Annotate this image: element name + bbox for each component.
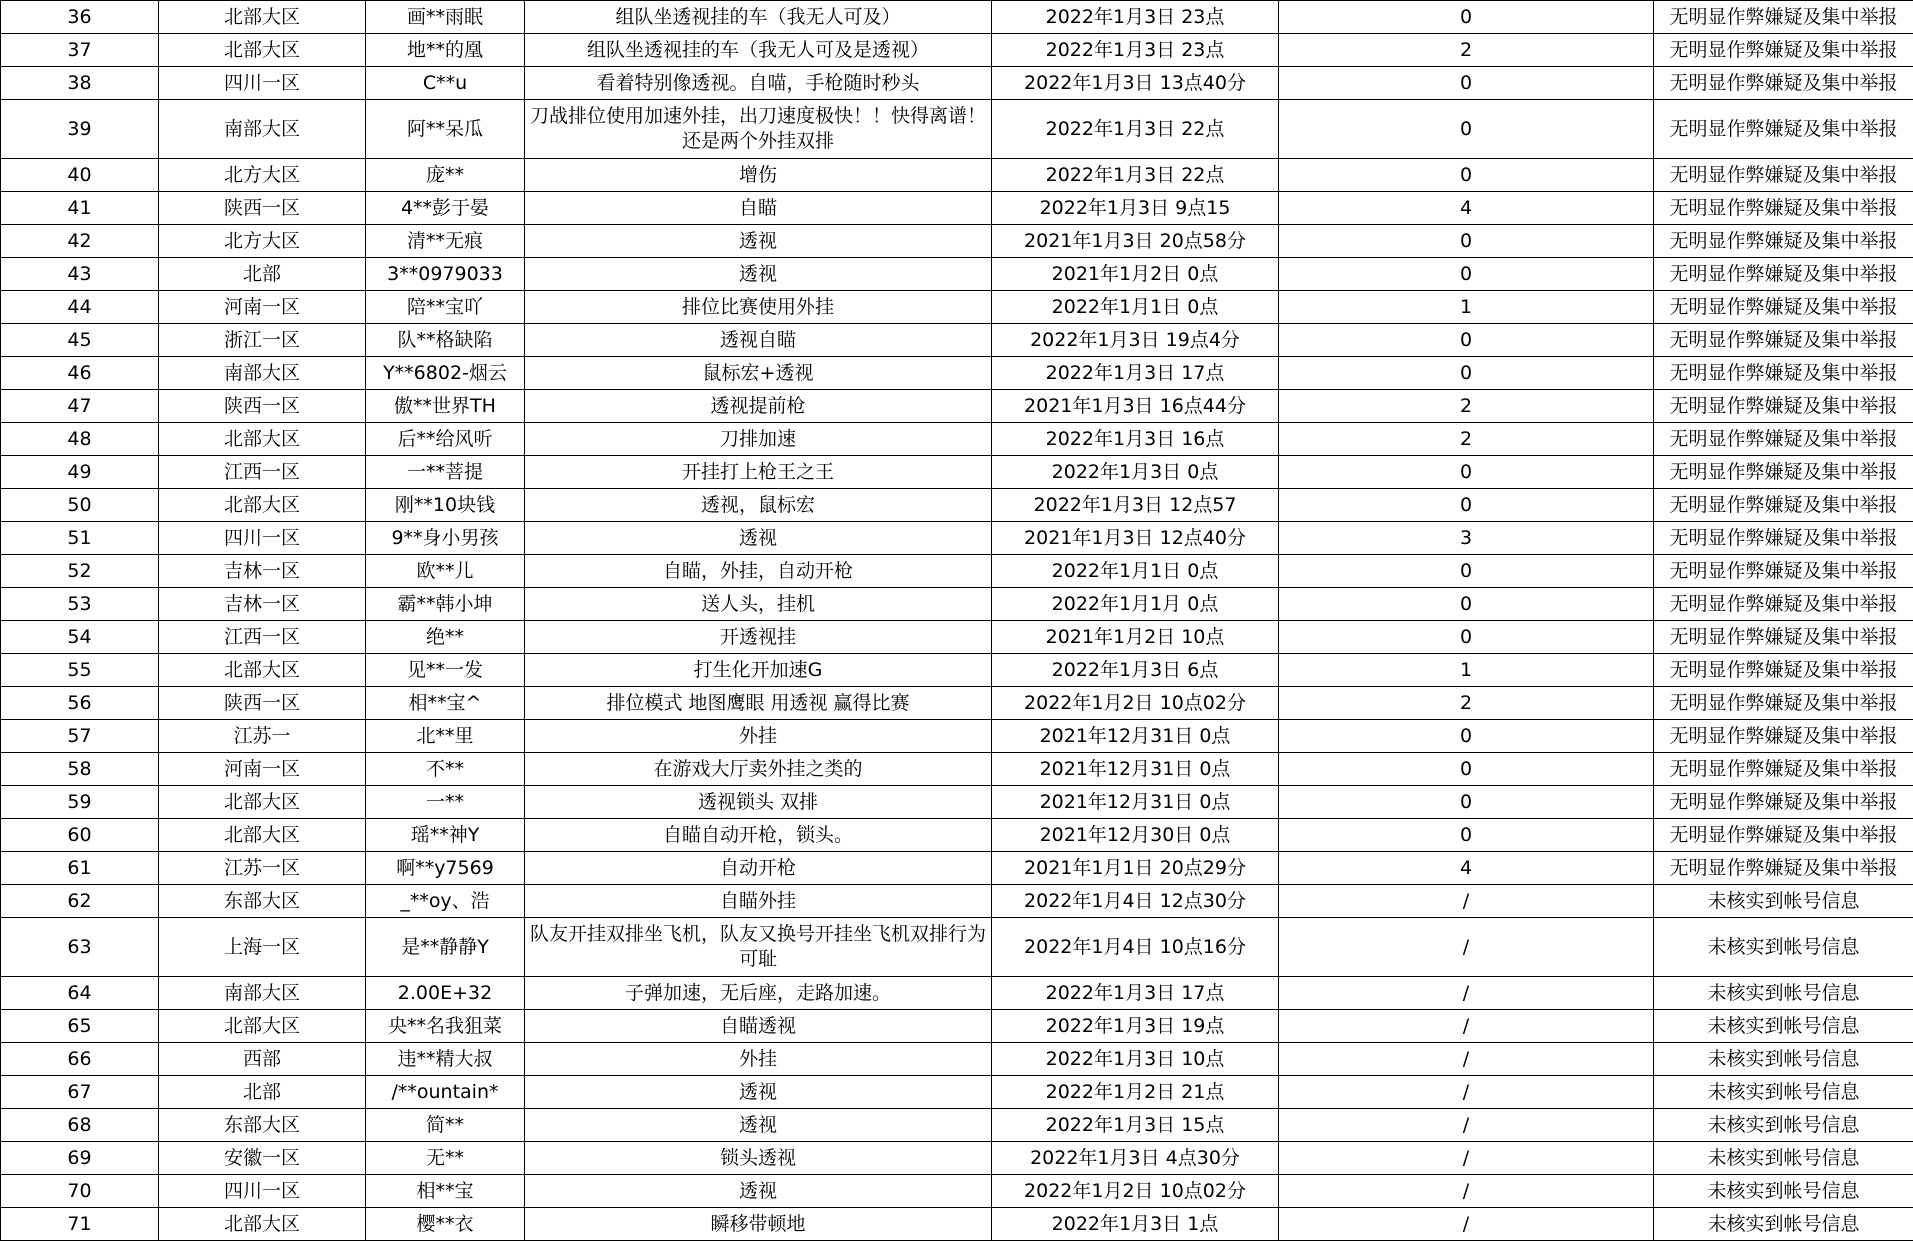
row-number-cell: 65 (1, 1010, 159, 1043)
row-number-cell: 45 (1, 324, 159, 357)
report-count-cell: 0 (1279, 621, 1654, 654)
report-time-cell: 2022年1月3日 22点 (992, 100, 1279, 159)
row-number-cell: 40 (1, 159, 159, 192)
result-cell: 无明显作弊嫌疑及集中举报 (1654, 100, 1913, 159)
report-count-cell: 0 (1279, 100, 1654, 159)
description-cell: 刀排加速 (525, 423, 992, 456)
report-time-cell: 2022年1月3日 15点 (992, 1109, 1279, 1142)
report-time-cell: 2021年1月3日 20点58分 (992, 225, 1279, 258)
row-number-cell: 49 (1, 456, 159, 489)
row-number-cell: 60 (1, 819, 159, 852)
report-time-cell: 2022年1月3日 0点 (992, 456, 1279, 489)
account-cell: 是**静静Y (366, 918, 525, 977)
report-count-cell: 0 (1279, 753, 1654, 786)
account-cell: 一** (366, 786, 525, 819)
report-count-cell: 0 (1279, 1, 1654, 34)
report-count-cell: 4 (1279, 852, 1654, 885)
result-cell: 无明显作弊嫌疑及集中举报 (1654, 159, 1913, 192)
result-cell: 无明显作弊嫌疑及集中举报 (1654, 456, 1913, 489)
region-cell: 北部大区 (159, 1208, 366, 1241)
table-row (1, 1043, 1913, 1076)
table-row (1, 1175, 1913, 1208)
account-cell: 樱**衣 (366, 1208, 525, 1241)
account-cell: 啊**y7569 (366, 852, 525, 885)
report-count-cell: / (1279, 1010, 1654, 1043)
report-count-cell: 0 (1279, 67, 1654, 100)
report-time-cell: 2022年1月3日 19点 (992, 1010, 1279, 1043)
account-cell: 刚**10块钱 (366, 489, 525, 522)
result-cell: 无明显作弊嫌疑及集中举报 (1654, 786, 1913, 819)
report-time-cell: 2021年1月2日 10点 (992, 621, 1279, 654)
report-time-cell: 2022年1月3日 17点 (992, 977, 1279, 1010)
report-time-cell: 2021年1月3日 12点40分 (992, 522, 1279, 555)
row-number-cell: 59 (1, 786, 159, 819)
row-number-cell: 69 (1, 1142, 159, 1175)
result-cell: 未核实到帐号信息 (1654, 1076, 1913, 1109)
report-count-cell: / (1279, 1208, 1654, 1241)
region-cell: 北方大区 (159, 225, 366, 258)
region-cell: 河南一区 (159, 291, 366, 324)
description-cell: 透视，鼠标宏 (525, 489, 992, 522)
table-row (1, 1109, 1913, 1142)
description-cell: 自瞄外挂 (525, 885, 992, 918)
table-row (1, 720, 1913, 753)
report-time-cell: 2022年1月1月 0点 (992, 588, 1279, 621)
row-number-cell: 68 (1, 1109, 159, 1142)
description-cell: 刀战排位使用加速外挂，出刀速度极快！！快得离谱！还是两个外挂双排 (525, 100, 992, 159)
region-cell: 北方大区 (159, 159, 366, 192)
report-count-cell: 2 (1279, 687, 1654, 720)
report-count-cell: 0 (1279, 720, 1654, 753)
account-cell: 清**无痕 (366, 225, 525, 258)
region-cell: 四川一区 (159, 1175, 366, 1208)
row-number-cell: 43 (1, 258, 159, 291)
report-time-cell: 2022年1月3日 17点 (992, 357, 1279, 390)
row-number-cell: 52 (1, 555, 159, 588)
result-cell: 无明显作弊嫌疑及集中举报 (1654, 720, 1913, 753)
region-cell: 陕西一区 (159, 687, 366, 720)
result-cell: 无明显作弊嫌疑及集中举报 (1654, 687, 1913, 720)
description-cell: 透视提前枪 (525, 390, 992, 423)
report-count-cell: / (1279, 1109, 1654, 1142)
account-cell: 相**宝^ (366, 687, 525, 720)
report-count-cell: 0 (1279, 819, 1654, 852)
description-cell: 透视锁头 双排 (525, 786, 992, 819)
report-count-cell: / (1279, 1043, 1654, 1076)
result-cell: 未核实到帐号信息 (1654, 885, 1913, 918)
table-row (1, 423, 1913, 456)
table-row (1, 1208, 1913, 1241)
table-row (1, 522, 1913, 555)
report-time-cell: 2022年1月3日 10点 (992, 1043, 1279, 1076)
region-cell: 河南一区 (159, 753, 366, 786)
report-count-cell: 0 (1279, 357, 1654, 390)
row-number-cell: 37 (1, 34, 159, 67)
report-time-cell: 2022年1月1日 0点 (992, 291, 1279, 324)
result-cell: 未核实到帐号信息 (1654, 1010, 1913, 1043)
result-cell: 无明显作弊嫌疑及集中举报 (1654, 225, 1913, 258)
report-count-cell: / (1279, 1142, 1654, 1175)
table-row (1, 456, 1913, 489)
table-row (1, 885, 1913, 918)
report-count-cell: 0 (1279, 456, 1654, 489)
report-count-cell: / (1279, 1175, 1654, 1208)
row-number-cell: 67 (1, 1076, 159, 1109)
report-time-cell: 2022年1月4日 12点30分 (992, 885, 1279, 918)
region-cell: 吉林一区 (159, 555, 366, 588)
result-cell: 无明显作弊嫌疑及集中举报 (1654, 555, 1913, 588)
result-cell: 无明显作弊嫌疑及集中举报 (1654, 357, 1913, 390)
row-number-cell: 55 (1, 654, 159, 687)
report-count-cell: 0 (1279, 555, 1654, 588)
description-cell: 在游戏大厅卖外挂之类的 (525, 753, 992, 786)
report-count-cell: 3 (1279, 522, 1654, 555)
description-cell: 自动开枪 (525, 852, 992, 885)
report-time-cell: 2022年1月3日 12点57 (992, 489, 1279, 522)
result-cell: 未核实到帐号信息 (1654, 1208, 1913, 1241)
description-cell: 瞬移带顿地 (525, 1208, 992, 1241)
description-cell: 看着特别像透视。自喵，手枪随时秒头 (525, 67, 992, 100)
report-time-cell: 2022年1月2日 10点02分 (992, 687, 1279, 720)
report-time-cell: 2022年1月3日 1点 (992, 1208, 1279, 1241)
description-cell: 送人头，挂机 (525, 588, 992, 621)
description-cell: 自瞄 (525, 192, 992, 225)
report-count-cell: 2 (1279, 390, 1654, 423)
report-time-cell: 2021年12月31日 0点 (992, 753, 1279, 786)
region-cell: 四川一区 (159, 522, 366, 555)
account-cell: 4**彭于晏 (366, 192, 525, 225)
description-cell: 增伤 (525, 159, 992, 192)
report-count-cell: 0 (1279, 159, 1654, 192)
row-number-cell: 51 (1, 522, 159, 555)
table-row (1, 654, 1913, 687)
report-count-cell: 2 (1279, 423, 1654, 456)
region-cell: 上海一区 (159, 918, 366, 977)
result-cell: 无明显作弊嫌疑及集中举报 (1654, 258, 1913, 291)
report-count-cell: 0 (1279, 489, 1654, 522)
row-number-cell: 66 (1, 1043, 159, 1076)
result-cell: 无明显作弊嫌疑及集中举报 (1654, 852, 1913, 885)
account-cell: 画**雨眠 (366, 1, 525, 34)
description-cell: 开透视挂 (525, 621, 992, 654)
account-cell: 陪**宝吖 (366, 291, 525, 324)
description-cell: 透视 (525, 1175, 992, 1208)
result-cell: 无明显作弊嫌疑及集中举报 (1654, 621, 1913, 654)
account-cell: 霸**韩小坤 (366, 588, 525, 621)
table-row (1, 225, 1913, 258)
result-cell: 未核实到帐号信息 (1654, 1142, 1913, 1175)
table-row (1, 621, 1913, 654)
report-time-cell: 2022年1月1日 0点 (992, 555, 1279, 588)
result-cell: 无明显作弊嫌疑及集中举报 (1654, 423, 1913, 456)
report-time-cell: 2022年1月3日 23点 (992, 1, 1279, 34)
region-cell: 北部大区 (159, 654, 366, 687)
row-number-cell: 48 (1, 423, 159, 456)
description-cell: 排位模式 地图鹰眼 用透视 赢得比赛 (525, 687, 992, 720)
description-cell: 组队坐透视挂的车（我无人可及是透视） (525, 34, 992, 67)
description-cell: 透视 (525, 225, 992, 258)
region-cell: 北部大区 (159, 423, 366, 456)
table-row (1, 918, 1913, 977)
report-count-cell: 1 (1279, 291, 1654, 324)
description-cell: 排位比赛使用外挂 (525, 291, 992, 324)
description-cell: 透视自瞄 (525, 324, 992, 357)
description-cell: 外挂 (525, 720, 992, 753)
region-cell: 北部大区 (159, 1, 366, 34)
report-time-cell: 2022年1月3日 9点15 (992, 192, 1279, 225)
report-time-cell: 2022年1月3日 6点 (992, 654, 1279, 687)
row-number-cell: 70 (1, 1175, 159, 1208)
account-cell: _**oy、浩 (366, 885, 525, 918)
description-cell: 子弹加速，无后座，走路加速。 (525, 977, 992, 1010)
table-row (1, 67, 1913, 100)
report-count-cell: 0 (1279, 786, 1654, 819)
region-cell: 北部大区 (159, 34, 366, 67)
account-cell: 欧**儿 (366, 555, 525, 588)
row-number-cell: 56 (1, 687, 159, 720)
report-time-cell: 2022年1月2日 10点02分 (992, 1175, 1279, 1208)
report-count-cell: / (1279, 918, 1654, 977)
table-row (1, 192, 1913, 225)
report-time-cell: 2022年1月3日 13点40分 (992, 67, 1279, 100)
account-cell: 庞** (366, 159, 525, 192)
table-row (1, 852, 1913, 885)
region-cell: 浙江一区 (159, 324, 366, 357)
row-number-cell: 42 (1, 225, 159, 258)
table-row (1, 390, 1913, 423)
description-cell: 自瞄，外挂，自动开枪 (525, 555, 992, 588)
region-cell: 陕西一区 (159, 192, 366, 225)
region-cell: 吉林一区 (159, 588, 366, 621)
report-time-cell: 2021年1月1日 20点29分 (992, 852, 1279, 885)
result-cell: 无明显作弊嫌疑及集中举报 (1654, 522, 1913, 555)
account-cell: 傲**世界TH (366, 390, 525, 423)
result-cell: 无明显作弊嫌疑及集中举报 (1654, 654, 1913, 687)
region-cell: 陕西一区 (159, 390, 366, 423)
report-time-cell: 2022年1月4日 10点16分 (992, 918, 1279, 977)
row-number-cell: 44 (1, 291, 159, 324)
table-row (1, 687, 1913, 720)
table-row (1, 588, 1913, 621)
report-count-cell: 1 (1279, 654, 1654, 687)
region-cell: 北部大区 (159, 1010, 366, 1043)
account-cell: /**ountain* (366, 1076, 525, 1109)
region-cell: 东部大区 (159, 1109, 366, 1142)
account-cell: 3**0979033 (366, 258, 525, 291)
row-number-cell: 39 (1, 100, 159, 159)
description-cell: 队友开挂双排坐飞机，队友又换号开挂坐飞机双排行为可耻 (525, 918, 992, 977)
table-row (1, 786, 1913, 819)
result-cell: 无明显作弊嫌疑及集中举报 (1654, 192, 1913, 225)
description-cell: 透视 (525, 1109, 992, 1142)
description-cell: 自瞄自动开枪，锁头。 (525, 819, 992, 852)
report-count-cell: 0 (1279, 588, 1654, 621)
report-time-cell: 2021年1月2日 0点 (992, 258, 1279, 291)
row-number-cell: 71 (1, 1208, 159, 1241)
table-row (1, 753, 1913, 786)
report-count-cell: / (1279, 885, 1654, 918)
account-cell: 阿**呆瓜 (366, 100, 525, 159)
account-cell: 北**里 (366, 720, 525, 753)
report-time-cell: 2022年1月2日 21点 (992, 1076, 1279, 1109)
region-cell: 北部大区 (159, 489, 366, 522)
account-cell: 违**精大叔 (366, 1043, 525, 1076)
report-count-cell: 0 (1279, 324, 1654, 357)
result-cell: 无明显作弊嫌疑及集中举报 (1654, 390, 1913, 423)
table-row (1, 555, 1913, 588)
account-cell: C**u (366, 67, 525, 100)
account-cell: 瑶**神Y (366, 819, 525, 852)
report-time-cell: 2022年1月3日 4点30分 (992, 1142, 1279, 1175)
row-number-cell: 46 (1, 357, 159, 390)
table-row (1, 489, 1913, 522)
table-row (1, 291, 1913, 324)
account-cell: 相**宝 (366, 1175, 525, 1208)
report-count-cell: / (1279, 1076, 1654, 1109)
region-cell: 安徽一区 (159, 1142, 366, 1175)
region-cell: 北部 (159, 1076, 366, 1109)
result-cell: 无明显作弊嫌疑及集中举报 (1654, 291, 1913, 324)
report-time-cell: 2021年1月3日 16点44分 (992, 390, 1279, 423)
row-number-cell: 61 (1, 852, 159, 885)
region-cell: 南部大区 (159, 100, 366, 159)
region-cell: 江西一区 (159, 621, 366, 654)
result-cell: 未核实到帐号信息 (1654, 1109, 1913, 1142)
table-row (1, 100, 1913, 159)
row-number-cell: 58 (1, 753, 159, 786)
account-cell: 不** (366, 753, 525, 786)
row-number-cell: 54 (1, 621, 159, 654)
description-cell: 透视 (525, 258, 992, 291)
region-cell: 西部 (159, 1043, 366, 1076)
result-cell: 无明显作弊嫌疑及集中举报 (1654, 324, 1913, 357)
account-cell: 见**一发 (366, 654, 525, 687)
description-cell: 组队坐透视挂的车（我无人可及） (525, 1, 992, 34)
result-cell: 未核实到帐号信息 (1654, 977, 1913, 1010)
row-number-cell: 50 (1, 489, 159, 522)
report-time-cell: 2022年1月3日 22点 (992, 159, 1279, 192)
region-cell: 江苏一区 (159, 852, 366, 885)
row-number-cell: 57 (1, 720, 159, 753)
report-count-cell: 4 (1279, 192, 1654, 225)
report-count-cell: 0 (1279, 258, 1654, 291)
result-cell: 未核实到帐号信息 (1654, 1043, 1913, 1076)
region-cell: 北部大区 (159, 786, 366, 819)
report-time-cell: 2021年12月31日 0点 (992, 720, 1279, 753)
result-cell: 无明显作弊嫌疑及集中举报 (1654, 67, 1913, 100)
account-cell: 9**身小男孩 (366, 522, 525, 555)
result-cell: 无明显作弊嫌疑及集中举报 (1654, 588, 1913, 621)
table-row (1, 34, 1913, 67)
row-number-cell: 41 (1, 192, 159, 225)
table-row (1, 357, 1913, 390)
table-row (1, 1010, 1913, 1043)
table-row (1, 159, 1913, 192)
report-count-cell: 2 (1279, 34, 1654, 67)
account-cell: Y**6802-烟云 (366, 357, 525, 390)
region-cell: 南部大区 (159, 357, 366, 390)
description-cell: 打生化开加速G (525, 654, 992, 687)
table-row (1, 1, 1913, 34)
report-count-cell: / (1279, 977, 1654, 1010)
account-cell: 一**菩提 (366, 456, 525, 489)
result-cell: 未核实到帐号信息 (1654, 918, 1913, 977)
account-cell: 无** (366, 1142, 525, 1175)
account-cell: 2.00E+32 (366, 977, 525, 1010)
result-cell: 未核实到帐号信息 (1654, 1175, 1913, 1208)
table-row (1, 1076, 1913, 1109)
report-count-cell: 0 (1279, 225, 1654, 258)
result-cell: 无明显作弊嫌疑及集中举报 (1654, 489, 1913, 522)
account-cell: 绝** (366, 621, 525, 654)
table-row (1, 324, 1913, 357)
description-cell: 透视 (525, 1076, 992, 1109)
region-cell: 江苏一 (159, 720, 366, 753)
region-cell: 四川一区 (159, 67, 366, 100)
description-cell: 锁头透视 (525, 1142, 992, 1175)
region-cell: 江西一区 (159, 456, 366, 489)
row-number-cell: 36 (1, 1, 159, 34)
row-number-cell: 53 (1, 588, 159, 621)
region-cell: 北部 (159, 258, 366, 291)
row-number-cell: 38 (1, 67, 159, 100)
description-cell: 鼠标宏+透视 (525, 357, 992, 390)
result-cell: 无明显作弊嫌疑及集中举报 (1654, 34, 1913, 67)
description-cell: 自瞄透视 (525, 1010, 992, 1043)
table-row (1, 977, 1913, 1010)
account-cell: 后**给风听 (366, 423, 525, 456)
report-time-cell: 2022年1月3日 23点 (992, 34, 1279, 67)
table-row (1, 819, 1913, 852)
region-cell: 南部大区 (159, 977, 366, 1010)
report-time-cell: 2022年1月3日 19点4分 (992, 324, 1279, 357)
result-cell: 无明显作弊嫌疑及集中举报 (1654, 819, 1913, 852)
region-cell: 东部大区 (159, 885, 366, 918)
table-row (1, 258, 1913, 291)
account-cell: 队**格缺陷 (366, 324, 525, 357)
description-cell: 外挂 (525, 1043, 992, 1076)
report-time-cell: 2021年12月31日 0点 (992, 786, 1279, 819)
report-time-cell: 2022年1月3日 16点 (992, 423, 1279, 456)
description-cell: 透视 (525, 522, 992, 555)
row-number-cell: 62 (1, 885, 159, 918)
region-cell: 北部大区 (159, 819, 366, 852)
row-number-cell: 64 (1, 977, 159, 1010)
account-cell: 简** (366, 1109, 525, 1142)
result-cell: 无明显作弊嫌疑及集中举报 (1654, 753, 1913, 786)
account-cell: 地**的凰 (366, 34, 525, 67)
row-number-cell: 47 (1, 390, 159, 423)
result-cell: 无明显作弊嫌疑及集中举报 (1654, 1, 1913, 34)
account-cell: 央**名我狙菜 (366, 1010, 525, 1043)
description-cell: 开挂打上枪王之王 (525, 456, 992, 489)
table-body (1, 1, 1913, 1241)
report-time-cell: 2021年12月30日 0点 (992, 819, 1279, 852)
row-number-cell: 63 (1, 918, 159, 977)
table-row (1, 1142, 1913, 1175)
